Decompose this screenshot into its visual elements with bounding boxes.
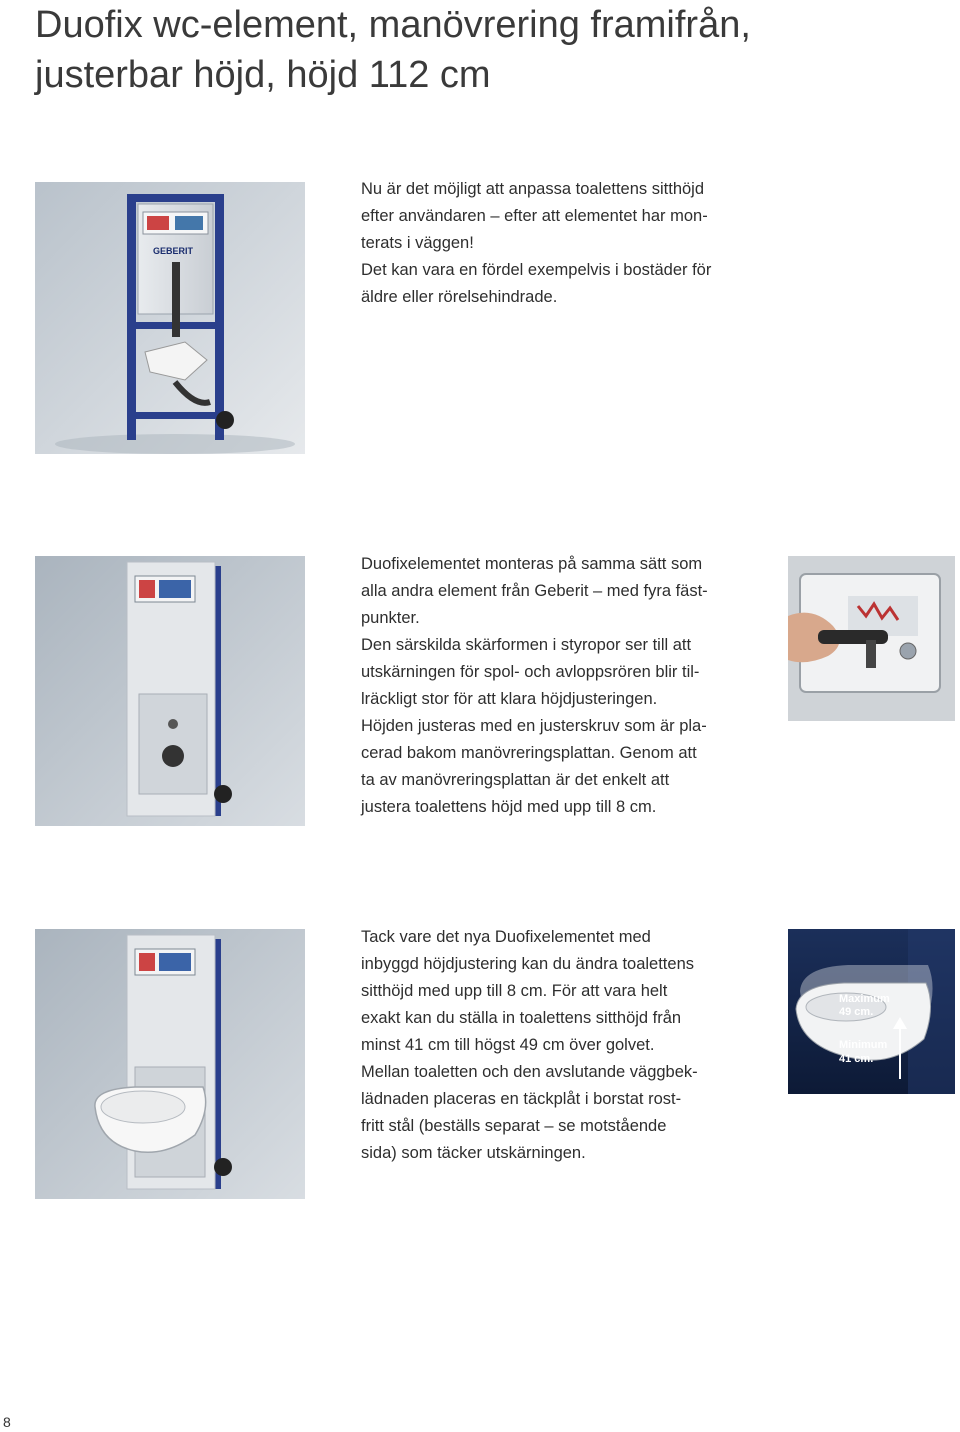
title-line-2: justerbar höjd, höjd 112 cm	[35, 54, 491, 96]
min-height-value: 41 cm.	[839, 1053, 874, 1065]
geberit-logo: GEBERIT	[153, 246, 194, 256]
installed-toilet-photo	[35, 929, 305, 1199]
intro-paragraph: Nu är det möjligt att anpassa toalettens sitthöjd efter användaren – efter att elementet har mon- terats i väggen! Det kan vara en fördel exempelvis i bostäder för äldre eller rörelsehindrade.	[361, 180, 712, 306]
max-height-value: 49 cm.	[839, 1006, 874, 1018]
mounting-paragraph: Duofixelementet monteras på samma sätt som alla andra element från Geberit – med fyra fäst- punkter. Den särskilda skärformen i styropor ser till att utskärningen för spol- och avloppsrören blir til- lräckligt stor för att klara höjdjusteringen. Höjden justeras med en justerskruv som är pla- cerad bakom manövreringsplattan. Genom att ta av manövreringsplattan är det enkelt att justera toalettens höjd med upp till 8 cm.	[361, 555, 708, 816]
max-height-label: Maximum	[839, 993, 890, 1005]
min-height-label: Minimum	[839, 1039, 888, 1051]
height-range-photo	[788, 929, 955, 1094]
height-adjustment-photo	[788, 556, 955, 721]
duofix-frame-photo	[35, 182, 305, 454]
page-number: 8	[3, 1414, 11, 1430]
styrofoam-panel-photo	[35, 556, 305, 826]
title-line-1: Duofix wc-element, manövrering framifrån,	[35, 4, 751, 46]
page-title	[35, 0, 935, 100]
adjustment-paragraph: Tack vare det nya Duofixelementet med inbyggd höjdjustering kan du ändra toalettens sitthöjd med upp till 8 cm. För att vara helt exakt kan du ställa in toalettens sitthöjd från minst 41 cm till högst 49 cm över golvet. Mellan toaletten och den avslutande väggbek- lädnaden placeras en täckplåt i borstat rost- fritt stål (beställs separat – se motstående sida) som täcker utskärningen.	[361, 928, 698, 1162]
